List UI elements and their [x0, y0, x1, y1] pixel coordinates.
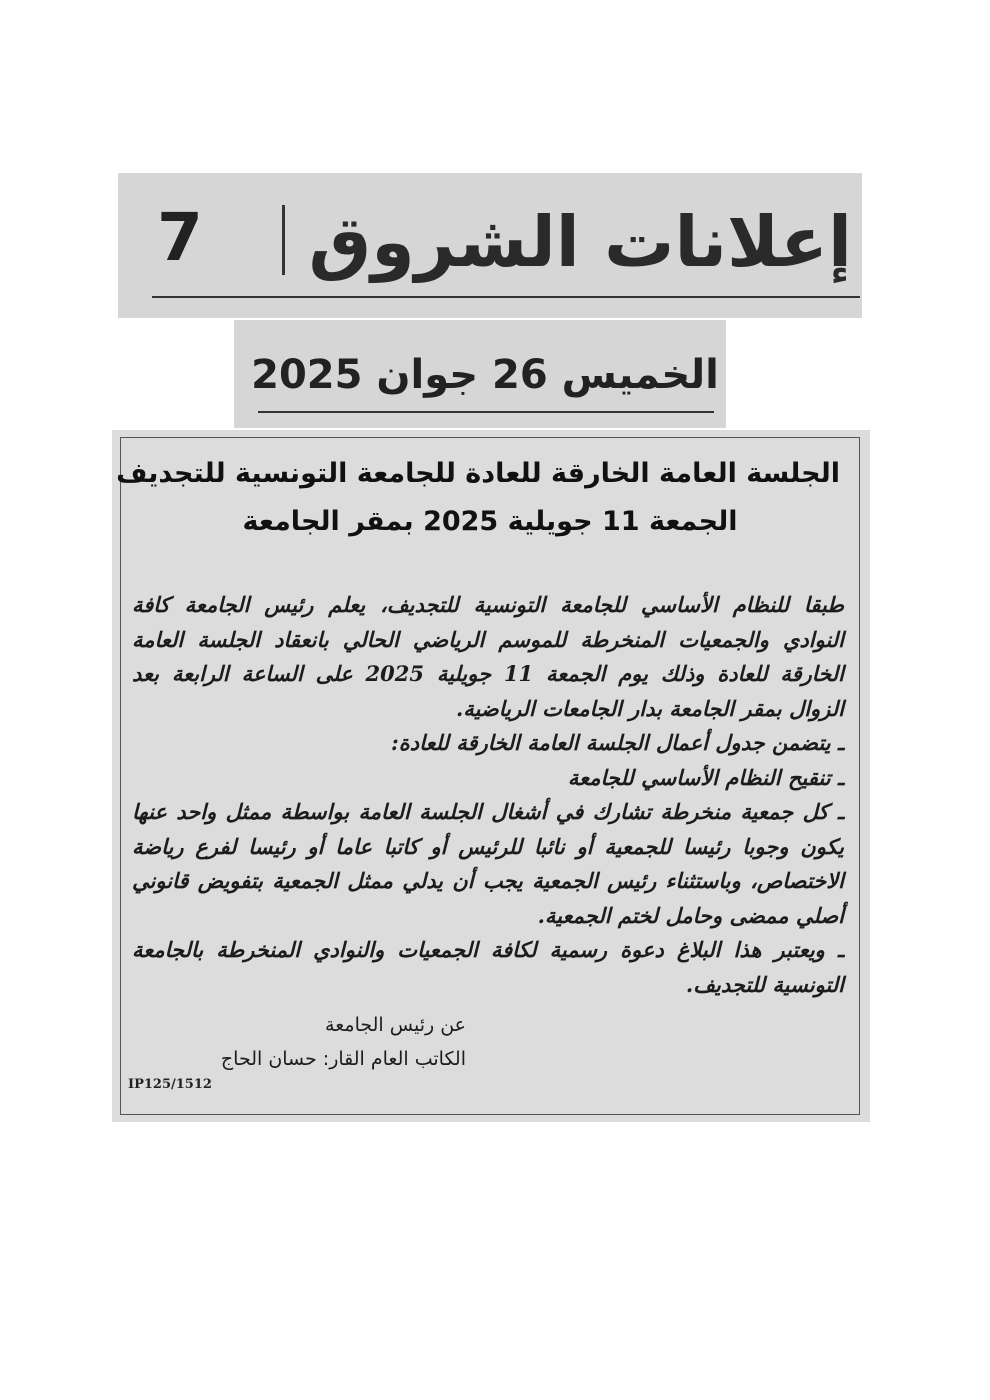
signature-line-1: عن رئيس الجامعة: [325, 1014, 466, 1036]
reference-code: IP125/1512: [128, 1077, 212, 1092]
publication-date: الخميس 26 جوان 2025: [251, 352, 719, 398]
notice-paragraph-agenda-item: ـ تنقيح النظام الأساسي للجامعة: [567, 764, 844, 790]
header-rule: [152, 296, 860, 298]
notice-paragraph-representation: ـ كل جمعية منخرطة تشارك في أشغال الجلسة العامة بواسطة ممثل واحد عنها يكون وجوبا رئيسا للجمعية أو نائبا للرئيس أو كاتبا عاما أو رئيسا لفرع رياضة الاختصاص، وباستثناء رئيس الجمعية يجب أن يدلي ممثل الجمعية بتفويض قانوني أصلي ممضى وحامل لختم الجمعية.: [132, 799, 844, 928]
notice-title-line-2: الجمعة 11 جويلية 2025 بمقر الجامعة: [242, 506, 738, 537]
notice-title: [116, 450, 840, 546]
signature-line-2: الكاتب العام القار: حسان الحاج: [220, 1048, 466, 1070]
header-divider: [282, 205, 285, 275]
newspaper-section-title: إعلانات الشروق: [308, 201, 852, 283]
date-rule: [258, 411, 714, 413]
notice-paragraph-intro: طبقا للنظام الأساسي للجامعة التونسية للتجديف، يعلم رئيس الجامعة كافة النوادي والجمعيات المنخرطة للموسم الرياضي الحالي بانعقاد الجلسة العامة الخارقة للعادة وذلك يوم الجمعة 11 جويلية 2025 على الساعة الرابعة بعد الزوال بمقر الجامعة بدار الجامعات الرياضية.: [132, 592, 844, 721]
signature-block: [126, 1008, 466, 1076]
notice-body: [132, 588, 844, 1002]
notice-paragraph-official-invitation: ـ ويعتبر هذا البلاغ دعوة رسمية لكافة الجمعيات والنوادي المنخرطة بالجامعة التونسية للتجديف.: [132, 937, 844, 997]
page-number: 7: [157, 199, 203, 276]
notice-title-line-1: الجلسة العامة الخارقة للعادة للجامعة التونسية للتجديف: [116, 458, 840, 489]
notice-paragraph-agenda: ـ يتضمن جدول أعمال الجلسة العامة الخارقة للعادة:: [390, 730, 844, 755]
